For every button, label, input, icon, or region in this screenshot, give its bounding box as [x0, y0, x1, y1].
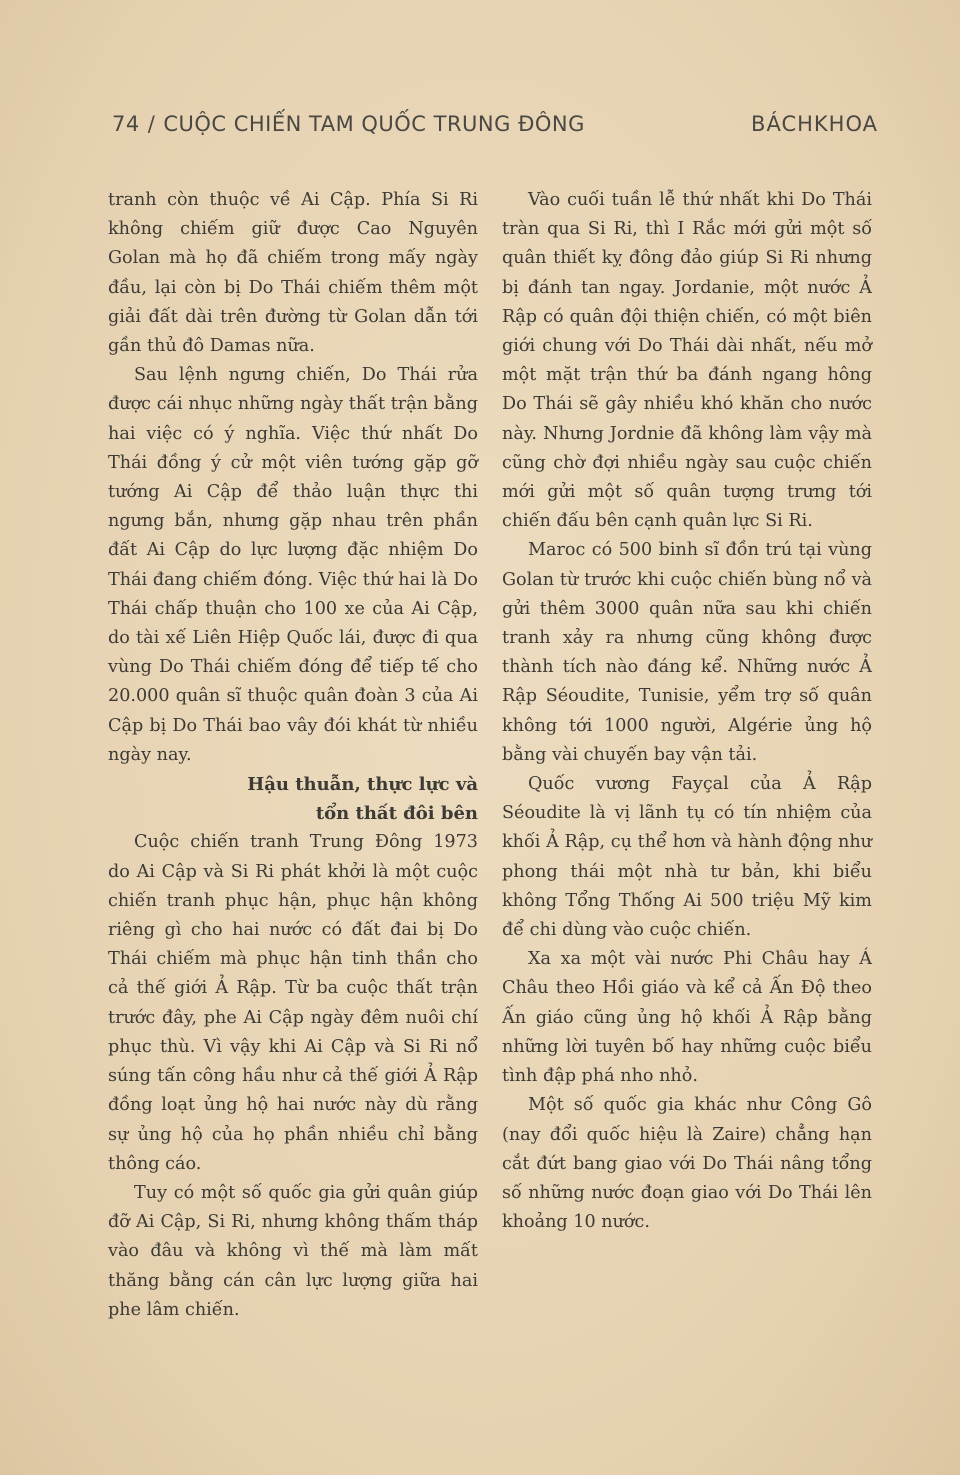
publication-name: BÁCHKHOA [751, 112, 878, 136]
paragraph: Cuộc chiến tranh Trung Đông 1973 do Ai Cập và Si Ri phát khởi là một cuộc chiến tranh phục hận, phục hận không riêng gì cho hai nước có đất đai bị Do Thái chiếm mà phục hận tinh thần cho cả thế giới Ả Rập. Từ ba cuộc thất trận trước đây, phe Ai Cập ngày đêm nuôi chí phục thù. Vì vậy khi Ai Cập và Si Ri nổ súng tấn công hầu như cả thế giới Ả Rập đồng loạt ủng hộ hai nước này dù rằng sự ủng hộ của họ phần nhiều chỉ bằng thông cáo. [108, 832, 478, 1174]
section-heading [108, 770, 478, 828]
paragraph: Một số quốc gia khác như Công Gô (nay đổi quốc hiệu là Zaire) chẳng hạn cắt đứt bang giao với Do Thái nâng tổng số những nước đoạn giao với Do Thái lên khoảng 10 nước. [502, 1095, 872, 1233]
running-header [112, 112, 878, 142]
section-heading-line: Hậu thuẫn, thực lực và [247, 774, 478, 796]
paragraph: Vào cuối tuần lễ thứ nhất khi Do Thái tràn qua Si Ri, thì I Rắc mới gửi một số quân thiết kỵ đông đảo giúp Si Ri nhưng bị đánh tan ngay. Jordanie, một nước Ả Rập có quân đội thiện chiến, có một biên giới chung với Do Thái dài nhất, nếu mở một mặt trận thứ ba đánh ngang hông Do Thái sẽ gây nhiều khó khăn cho nước này. Nhưng Jordnie đã không làm vậy mà cũng chờ đợi nhiều ngày sau cuộc chiến mới gửi một số quân tượng trưng tới chiến đấu bên cạnh quân lực Si Ri. [502, 190, 872, 532]
paragraph: tranh còn thuộc về Ai Cập. Phía Si Ri không chiếm giữ được Cao Nguyên Golan mà họ đã chiếm trong mấy ngày đầu, lại còn bị Do Thái chiếm thêm một giải đất dài trên đường từ Golan dẫn tới gần thủ đô Damas nữa. [108, 190, 478, 357]
header-separator: / [147, 112, 156, 136]
paragraph: Tuy có một số quốc gia gửi quân giúp đỡ Ai Cập, Si Ri, nhưng không thấm tháp vào đâu và không vì thế mà làm mất thăng bằng cán cân lực lượng giữa hai phe lâm chiến. [108, 1182, 478, 1320]
page-number: 74 [112, 112, 140, 136]
section-heading-line: tổn thất đôi bên [315, 803, 478, 825]
running-title: CUỘC CHIẾN TAM QUỐC TRUNG ĐÔNG [163, 112, 585, 136]
header-left [112, 112, 585, 136]
right-column [502, 186, 872, 1237]
paragraph: Sau lệnh ngưng chiến, Do Thái rửa được cái nhục những ngày thất trận bằng hai việc có ý nghĩa. Việc thứ nhất Do Thái đồng ý cử một viên tướng gặp gỡ tướng Ai Cập để thảo luận thực thi ngưng bắn, nhưng gặp nhau trên phần đất Ai Cập do lực lượng đặc nhiệm Do Thái đang chiếm đóng. Việc thứ hai là Do Thái chấp thuận cho 100 xe của Ai Cập, do tài xế Liên Hiệp Quốc lái, được đi qua vùng Do Thái chiếm đóng để tiếp tế cho 20.000 quân sĩ thuộc quân đoàn 3 của Ai Cập bị Do Thái bao vây đói khát từ nhiều ngày nay. [108, 365, 478, 765]
left-column [108, 186, 478, 1325]
paragraph: Quốc vương Fayçal của Ả Rập Séoudite là vị lãnh tụ có tín nhiệm của khối Ả Rập, cụ thể hơn và hành động như phong thái một nhà tư bản, khi biểu không Tổng Thống Ai 500 triệu Mỹ kim để chi dùng vào cuộc chiến. [502, 774, 872, 941]
paragraph: Xa xa một vài nước Phi Châu hay Á Châu theo Hồi giáo và kể cả Ấn Độ theo Ấn giáo cũng ủng hộ khối Ả Rập bằng những lời tuyên bố hay những cuộc biểu tình đập phá nho nhỏ. [502, 949, 872, 1087]
paragraph: Maroc có 500 binh sĩ đồn trú tại vùng Golan từ trước khi cuộc chiến bùng nổ và gửi thêm 3000 quân nữa sau khi chiến tranh xảy ra nhưng cũng không được thành tích nào đáng kể. Những nước Ả Rập Séoudite, Tunisie, yểm trợ số quân không tới 1000 người, Algérie ủng hộ bằng vài chuyến bay vận tải. [502, 540, 872, 765]
